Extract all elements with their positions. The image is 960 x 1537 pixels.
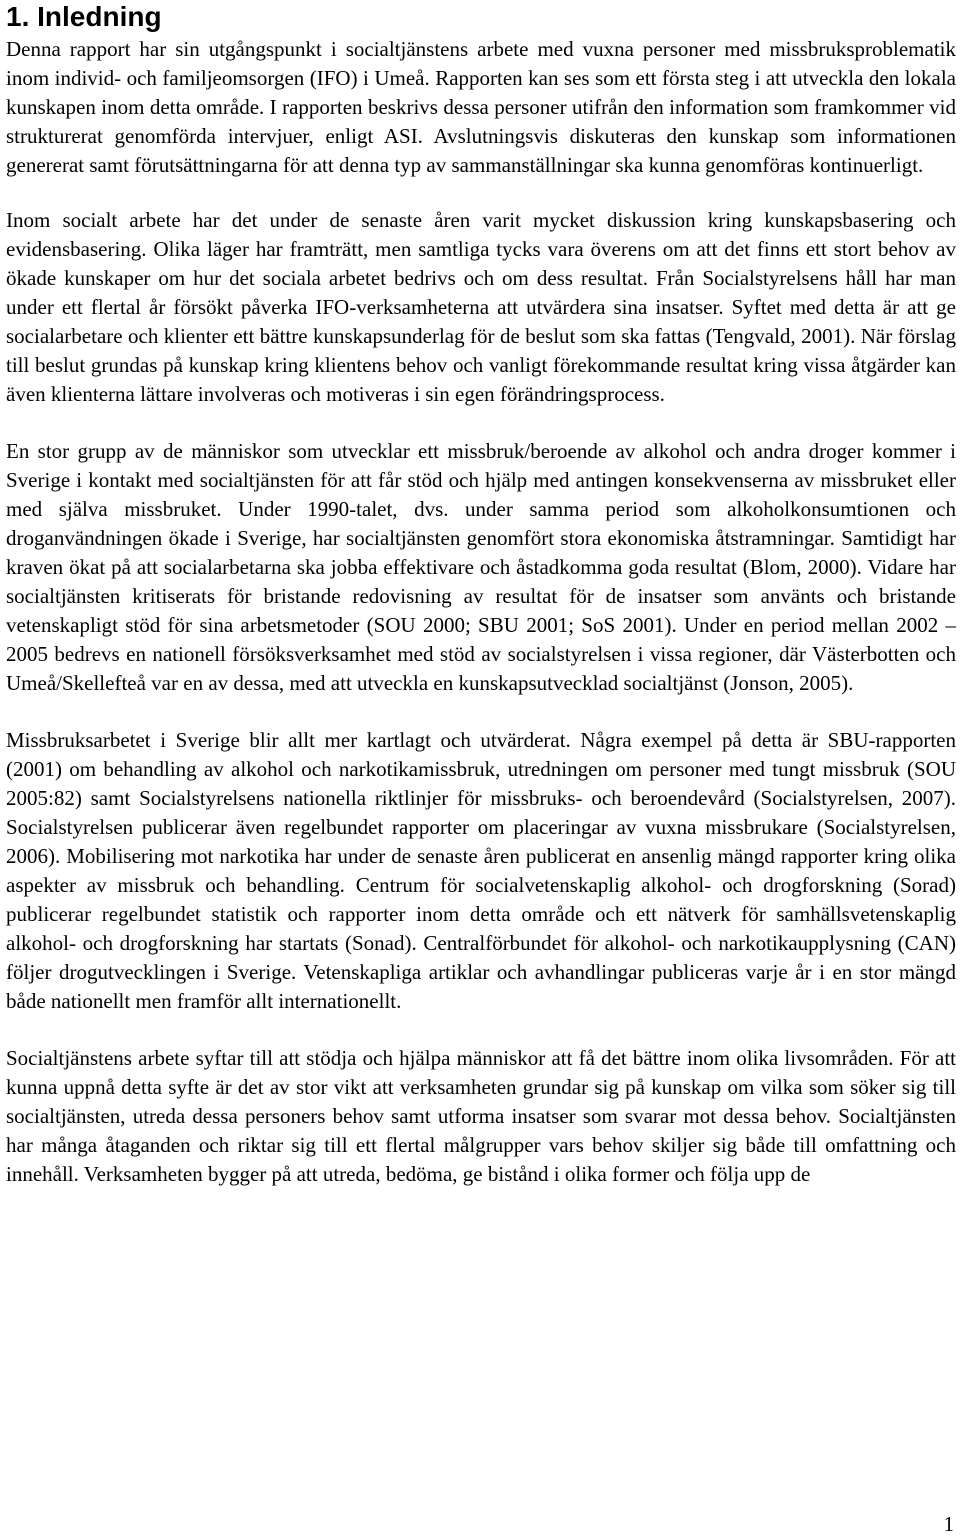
page-number: 1 xyxy=(943,1512,954,1536)
paragraph-research: Missbruksarbetet i Sverige blir allt mer kartlagt och utvärderat. Några exempel på detta är SBU-rapporten (2001) om behandling av alkohol och narkotikamissbruk, utredningen om personer med tungt missbruk (SOU 2005:82) samt Socialstyrelsens nationella riktlinjer för missbruks- och beroendevård (Socialstyrelsen, 2007). Socialstyrelsen publicerar även regelbundet rapporter om placeringar av vuxna missbrukare (Socialstyrelsen, 2006). Mobilisering mot narkotika har under de senaste åren publicerat en ansenlig mängd rapporter kring olika aspekter av missbruk och behandling. Centrum för socialvetenskaplig alkohol- och drogforskning (Sorad) publicerar regelbundet statistik och rapporter inom detta område och ett nätverk för samhällsvetenskaplig alkohol- och drogforskning har startats (Sonad). Centralförbundet för alkohol- och narkotikaupplysning (CAN) följer drogutvecklingen i Sverige. Vetenskapliga artiklar och avhandlingar publiceras varje år i en stor mängd både nationellt men framför allt internationellt. xyxy=(6,728,956,1013)
paragraph-substance-abuse: En stor grupp av de människor som utvecklar ett missbruk/beroende av alkohol och andra droger kommer i Sverige i kontakt med socialtjänsten för att får stöd och hjälp med antingen konsekvenserna av missbruket eller med själva missbruket. Under 1990-talet, dvs. under samma period som alkoholkonsumtionen och droganvändningen ökade i Sverige, har socialtjänsten genomfört stora ekonomiska åtstramningar. Samtidigt har kraven ökat på att socialarbetarna ska jobba effektivare och åstadkomma goda resultat (Blom, 2000). Vidare har socialtjänsten kritiserats för bristande redovisning av resultat för de insatser som använts och bristande vetenskapligt stöd för sina arbetsmetoder (SOU 2000; SBU 2001; SoS 2001). Under en period mellan 2002 – 2005 bedrevs en nationell försöksverksamhet med stöd av socialstyrelsen i vissa regioner, där Västerbotten och Umeå/Skellefteå var en av dessa, med att utveckla en kunskapsutvecklad socialtjänst (Jonson, 2005). xyxy=(6,439,956,695)
section-heading: 1. Inledning xyxy=(6,1,162,32)
paragraph-knowledge-base: Inom socialt arbete har det under de senaste åren varit mycket diskussion kring kunskapsbasering och evidensbasering. Olika läger har framträtt, men samtliga tycks vara överens om att det finns ett stort behov av ökade kunskaper om hur det sociala arbetet bedrivs och om dess resultat. Från Socialstyrelsens håll har man under ett flertal år försökt påverka IFO-verksamheterna att utvärdera sina insatser. Syftet med detta är att ge socialarbetare och klienter ett bättre kunskapsunderlag för de beslut som ska fattas (Tengvald, 2001). När förslag till beslut grundas på kunskap kring klientens behov och vanligt förekommande resultat kring vissa åtgärder kan även klienterna lättare involveras och motiveras i sin egen förändringsprocess. xyxy=(6,208,956,406)
document-page xyxy=(6,0,956,1189)
paragraph-social-services: Socialtjänstens arbete syftar till att stödja och hjälpa människor att få det bättre inom olika livsområden. För att kunna uppnå detta syfte är det av stor vikt att verksamheten grundar sig på kunskap om vilka som söker sig till socialtjänsten, utreda dessa personers behov samt utforma insatser som svarar mot dessa behov. Socialtjänsten har många åtaganden och riktar sig till ett flertal målgrupper vars behov skiljer sig både till omfattning och innehåll. Verksamheten bygger på att utreda, bedöma, ge bistånd i olika former och följa upp de xyxy=(6,1046,956,1186)
paragraph-intro: Denna rapport har sin utgångspunkt i socialtjänstens arbete med vuxna personer med missbruksproblematik inom individ- och familjeomsorgen (IFO) i Umeå. Rapporten kan ses som ett första steg i att utveckla den lokala kunskapen inom detta område. I rapporten beskrivs dessa personer utifrån den information som framkommer vid strukturerat genomförda intervjuer, enligt ASI. Avslutningsvis diskuteras den kunskap som informationen genererat samt förutsättningarna för att denna typ av sammanställningar ska kunna genomföras kontinuerligt. xyxy=(6,37,956,177)
